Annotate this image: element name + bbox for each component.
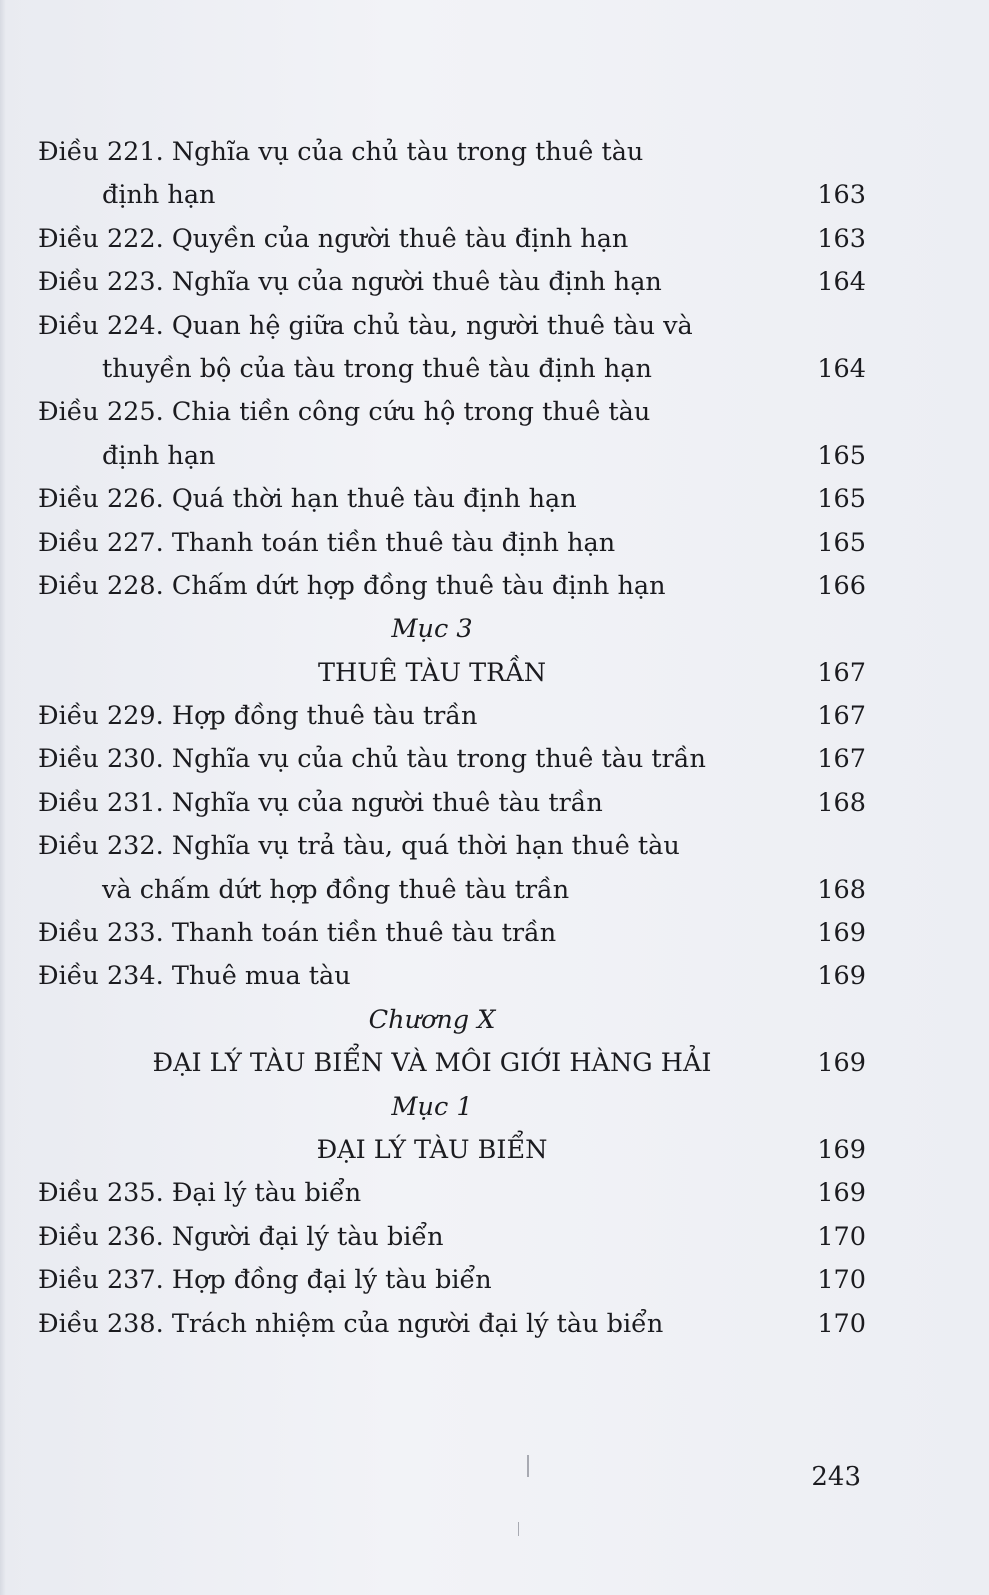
toc-entry-page-number: 169 xyxy=(817,918,866,949)
toc-entry xyxy=(38,955,866,998)
toc-entry xyxy=(38,1303,866,1346)
toc-entry xyxy=(38,825,866,868)
toc-entry-title: Điều 233. Thanh toán tiền thuê tàu trần xyxy=(38,918,557,949)
toc-entry-page-number: 169 xyxy=(817,1134,866,1165)
toc-entry-title: Điều 237. Hợp đồng đại lý tàu biển xyxy=(38,1265,492,1296)
toc-entry-page-number: 164 xyxy=(817,353,866,384)
toc-entry xyxy=(38,565,866,608)
toc-entry-title: Điều 222. Quyền của người thuê tàu định hạn xyxy=(38,223,629,254)
toc-entry-page-number: 167 xyxy=(817,657,866,688)
toc-entry-title: thuyền bộ của tàu trong thuê tàu định hạn xyxy=(102,353,652,384)
toc-entry-continuation xyxy=(38,869,866,912)
toc-entry-title: Điều 228. Chấm dứt hợp đồng thuê tàu định hạn xyxy=(38,570,666,601)
toc-entry-page-number: 168 xyxy=(817,787,866,818)
toc-section-heading xyxy=(38,1086,866,1129)
toc-entry-title: định hạn xyxy=(102,180,216,211)
toc-entry xyxy=(38,131,866,174)
toc-entry-page-number: 170 xyxy=(817,1265,866,1296)
toc-entry xyxy=(38,522,866,565)
toc-section-heading xyxy=(38,1042,866,1085)
toc-entry-title: Điều 236. Người đại lý tàu biển xyxy=(38,1221,444,1252)
toc-entry-title: định hạn xyxy=(102,440,216,471)
toc-entry-title: Điều 223. Nghĩa vụ của người thuê tàu định hạn xyxy=(38,267,662,298)
toc-entry-continuation xyxy=(38,348,866,391)
toc-entry xyxy=(38,478,866,521)
toc-entry-page-number: 168 xyxy=(817,874,866,905)
toc-entry-page-number: 167 xyxy=(817,744,866,775)
toc-entry-title: Điều 230. Nghĩa vụ của chủ tàu trong thuê tàu trần xyxy=(38,744,706,775)
toc-entry-page-number: 169 xyxy=(817,1048,866,1079)
toc-entry-title: Điều 235. Đại lý tàu biển xyxy=(38,1178,362,1209)
toc-entry xyxy=(38,391,866,434)
toc-entry-title: Mục 3 xyxy=(391,614,473,645)
toc-entry-page-number: 165 xyxy=(817,484,866,515)
toc-entry-page-number: 164 xyxy=(817,267,866,298)
toc-entry xyxy=(38,782,866,825)
toc-entry-page-number: 163 xyxy=(817,223,866,254)
toc-entry-page-number: 169 xyxy=(817,1178,866,1209)
toc-entry-title: Điều 232. Nghĩa vụ trả tàu, quá thời hạn thuê tàu xyxy=(38,831,680,862)
toc-entry-title: Điều 224. Quan hệ giữa chủ tàu, người thuê tàu và xyxy=(38,310,693,341)
toc-section-heading xyxy=(38,1129,866,1172)
toc-entry-title: THUÊ TÀU TRẦN xyxy=(317,657,547,688)
toc-section-heading xyxy=(38,999,866,1042)
table-of-contents xyxy=(38,131,866,1346)
toc-entry-page-number: 169 xyxy=(817,961,866,992)
toc-entry-title: ĐẠI LÝ TÀU BIỂN xyxy=(316,1134,548,1165)
print-speck xyxy=(527,1455,529,1477)
toc-entry xyxy=(38,738,866,781)
toc-entry-title: Chương X xyxy=(368,1004,496,1035)
toc-section-heading xyxy=(38,608,866,651)
toc-entry xyxy=(38,218,866,261)
print-speck xyxy=(518,1522,519,1536)
toc-entry-page-number: 170 xyxy=(817,1221,866,1252)
toc-entry-title: Điều 238. Trách nhiệm của người đại lý tàu biển xyxy=(38,1308,664,1339)
toc-entry xyxy=(38,305,866,348)
toc-entry-title: Điều 225. Chia tiền công cứu hộ trong thuê tàu xyxy=(38,397,651,428)
page-number: 243 xyxy=(811,1462,861,1492)
toc-entry-continuation xyxy=(38,435,866,478)
toc-entry-page-number: 167 xyxy=(817,701,866,732)
toc-entry xyxy=(38,695,866,738)
toc-entry-continuation xyxy=(38,174,866,217)
toc-entry-page-number: 166 xyxy=(817,570,866,601)
toc-entry-title: Mục 1 xyxy=(391,1091,473,1122)
toc-entry xyxy=(38,1259,866,1302)
toc-entry-title: Điều 227. Thanh toán tiền thuê tàu định hạn xyxy=(38,527,616,558)
toc-entry xyxy=(38,1216,866,1259)
toc-entry-title: và chấm dứt hợp đồng thuê tàu trần xyxy=(102,874,570,905)
toc-entry xyxy=(38,261,866,304)
toc-entry-title: ĐẠI LÝ TÀU BIỂN VÀ MÔI GIỚI HÀNG HẢI xyxy=(152,1048,712,1079)
toc-entry-title: Điều 221. Nghĩa vụ của chủ tàu trong thuê tàu xyxy=(38,137,644,167)
toc-entry xyxy=(38,1172,866,1215)
toc-entry-title: Điều 226. Quá thời hạn thuê tàu định hạn xyxy=(38,484,577,515)
toc-entry-page-number: 163 xyxy=(817,180,866,211)
page-gutter-shadow xyxy=(0,0,6,1595)
toc-entry-page-number: 165 xyxy=(817,440,866,471)
toc-entry-page-number: 165 xyxy=(817,527,866,558)
toc-entry-title: Điều 234. Thuê mua tàu xyxy=(38,961,351,992)
toc-section-heading xyxy=(38,652,866,695)
toc-entry-page-number: 170 xyxy=(817,1308,866,1339)
toc-entry xyxy=(38,912,866,955)
toc-entry-title: Điều 229. Hợp đồng thuê tàu trần xyxy=(38,701,478,732)
toc-entry-title: Điều 231. Nghĩa vụ của người thuê tàu trần xyxy=(38,787,603,818)
